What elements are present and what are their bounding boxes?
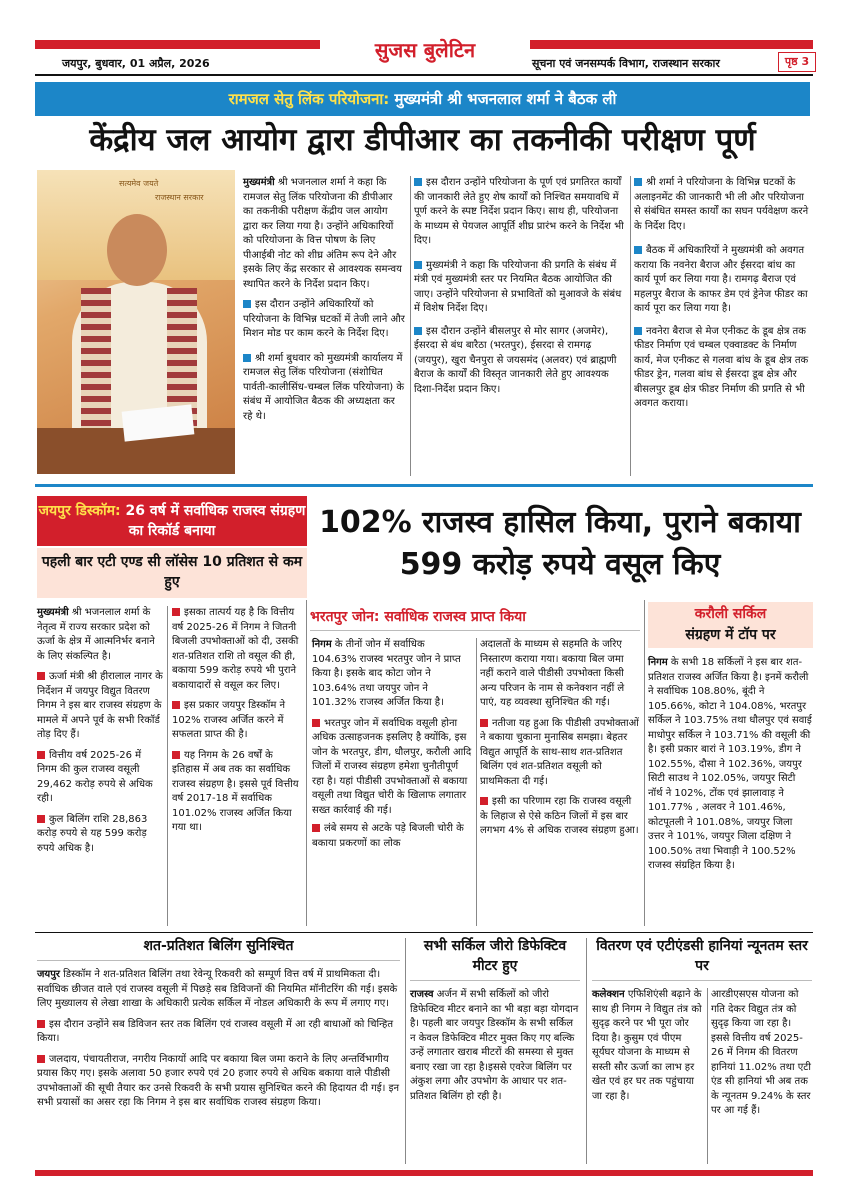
column-divider [410, 176, 411, 476]
karauli-lead [648, 656, 812, 874]
story1-bullet: नवनेरा बैराज से मेज एनीकट के डूब क्षेत्र तक फीडर निर्माण एवं चम्बल एक्वाडक्ट के निर्माण कार्य, मेज एनीकट से गलवा बांध के डूब क्षेत्र तक फीडर ड्रेन, गलवा बांध से ईसरदा डूब क्षेत्र और बीसलपुर डूब क्षेत्र फीडर निर्माण की प्रगति से भी अवगत कराया। [634, 325, 812, 412]
story2-lead-text: श्री भजनलाल शर्मा के नेतृत्व में राज्य सरकार प्रदेश को ऊर्जा के क्षेत्र में आत्मनिर्भर बनाने के लिए संकल्पित है। [37, 607, 155, 662]
story1-lead-bold: मुख्यमंत्री [243, 177, 275, 188]
story1-kicker: रामजल सेतु लिंक परियोजना: [228, 90, 390, 108]
bharatpur-lead-text: के तीनों जोन में सर्वाधिक 104.63% राजस्व भरतपुर जोन ने प्राप्त किया है। इसके बाद कोटा जोन ने 103.64% तथा जयपुर जोन ने 101.32% राजस्व अर्जित किया है। [312, 639, 461, 708]
zero-meter-lead-bold: राजस्व [410, 989, 434, 1000]
karauli-heading-line1: करौली सर्किल [694, 606, 767, 622]
photo-caption-text: राजस्थान सरकार [155, 193, 204, 202]
photo-emblem-text: सत्यमेव जयते [119, 179, 159, 188]
story1-bullet: मुख्यमंत्री ने कहा कि परियोजना की प्रगति के संबंध में मंत्री एवं मुख्यमंत्री स्तर पर नियमित बैठक आयोजित की जाए। उन्होंने परियोजना से प्रभावितों को मुआवजे के संबंध में विशेष निर्देश दिए। [414, 259, 626, 317]
bharatpur-bullet: भरतपुर जोन में सर्वाधिक वसूली होना अधिक उत्साहजनक इसलिए है क्योंकि, इस जोन के भरतपुर, डीग, धौलपुर, करौली आदि जिलों में राजस्व संग्रहण हमेशा चुनौतीपूर्ण रहा है। यहां पीडीसी उपभोक्ताओं से बकाया वसूली तथा विद्युत चोरी के खिलाफ लगातार सख्त कार्रवाई की गई। [312, 717, 472, 819]
story1-col1 [243, 176, 405, 428]
karauli-heading [648, 602, 813, 648]
bharatpur-bullet: लंबे समय से अटके पड़े बिजली चोरी के बकाया प्रकरणों का लोक [312, 822, 472, 851]
billing-bullet: इस दौरान उन्होंने सब डिविजन स्तर तक बिलिंग एवं राजस्व वसूली में आ रही बाधाओं को चिन्हित किया। [37, 1018, 400, 1047]
losses-lead [592, 988, 704, 1104]
story1-col2 [414, 176, 626, 401]
bottom-red-rule [35, 1170, 813, 1176]
story1-bullet: इस दौरान उन्होंने परियोजना के पूर्ण एवं प्रगतिरत कार्यों की जानकारी लेते हुए शेष कार्यों को निश्चित समयावधि में पूर्ण करने के स्पष्ट निर्देश प्रदान किए। साथ ही, परियोजना के माध्यम से पेयजल आपूर्ति शीघ्र प्रारंभ करने के निर्देश भी दिए। [414, 176, 626, 249]
zero-meter-body [410, 988, 580, 1104]
story1-lead-text: श्री भजनलाल शर्मा ने कहा कि रामजल सेतु लिंक परियोजना की डीपीआर का तकनीकी परीक्षण केंद्रीय जल आयोग द्वारा कर लिया गया है। उन्होंने अधिकारियों को परियोजना के वित्त पोषण के लिए पीआईबी नोट को शीघ्र अंतिम रूप देने और इसके लिए केंद्र सरकार से आवश्यक समन्वय स्थापित करने के निर्देश प्रदान किए। [243, 177, 402, 290]
bharatpur-cont: अदालतों के माध्यम से सहमति के जरिए निस्तारण कराया गया। बकाया बिल जमा नहीं कराने वाले पीडीसी उपभोक्ता किसी अन्य परिजन के नाम से कनेक्शन नहीं ले पाएं, यह व्यवस्था सुनिश्चित की गई। [480, 639, 625, 708]
billing-heading: शत-प्रतिशत बिलिंग सुनिश्चित [143, 938, 294, 954]
billing-bullet: जलदाय, पंचायतीराज, नगरीय निकायों आदि पर बकाया बिल जमा कराने के लिए अन्तर्विभागीय प्रयास किए गए। इसके अलावा 50 हजार रुपये एवं 20 हजार रुपये से अधिक बकाया वाले पीडीसी उपभोक्ताओं की सूची तैयार कर उनसे रिकवरी के सभी प्रयास सुनिश्चित करने की हिदायत दी गई। इन सभी प्रयासों का असर रहा कि निगम ने इस बार सर्वाधिक राजस्व संग्रहण किया। [37, 1053, 400, 1111]
masthead-logo: सुजस बुलेटिन [320, 30, 530, 70]
story2-lead-bold: मुख्यमंत्री [37, 607, 69, 618]
column-divider [167, 606, 168, 926]
zero-meter-lead [410, 988, 580, 1104]
story2-subbanner: पहली बार एटी एण्ड सी लॉसेस 10 प्रतिशत से कम हुए [37, 548, 307, 598]
story2-bullet: कुल बिलिंग राशि 28,863 करोड़ रुपये से यह 599 करोड़ रुपये अधिक है। [37, 813, 163, 857]
losses-lead-bold: कलेक्शन [592, 989, 625, 1000]
zero-meter-heading: सभी सर्किल जीरो डिफेक्टिव मीटर हुए [423, 938, 567, 974]
column-divider [476, 638, 477, 926]
column-divider [644, 600, 645, 926]
column-divider [586, 938, 587, 1164]
bharatpur-heading: भरतपुर जोन: सर्वाधिक राजस्व प्राप्त किया [310, 609, 526, 625]
bharatpur-lead [312, 638, 472, 711]
story2-bullet: इस प्रकार जयपुर डिस्कॉम ने 102% राजस्व अर्जित करने में सफलता प्राप्त की है। [172, 699, 302, 743]
zero-meter-lead-text: अर्जन में सभी सर्किलों को जीरो डिफेक्टिव मीटर बनाने का भी बड़ा बड़ा योगदान है। पहली बार जयपुर डिस्कॉम के सभी सर्किल न केवल डिफेक्टिव मीटर मुक्त किए गए बल्कि उन्हें लगातार खराब मीटरों की समस्या से मुक्त बनाए रखा जा रहा है।इससे एवरेज बिलिंग पर अंकुश लगा और उपभोग के आधार पर शत-प्रतिशत बिलिंग हो रही है। [410, 989, 579, 1102]
section-divider [35, 484, 813, 487]
section-divider [35, 932, 813, 933]
story2-headline: 102% राजस्व हासिल किया, पुराने बकाया 599 करोड़ रुपये वसूल किए [319, 505, 801, 582]
column-divider [405, 938, 406, 1164]
billing-lead-bold: जयपुर [37, 969, 60, 980]
column-divider [306, 600, 307, 926]
karauli-lead-text: के सभी 18 सर्किलों ने इस बार शत-प्रतिशत राजस्व अर्जित किया है। इनमें करौली ने सर्वाधिक 108.80%, बूंदी ने 105.66%, कोटा ने 104.08%, भरतपुर सर्किल ने 103.75% तथा धौलपुर एवं सवाई माधोपुर सर्किल ने 103.71% की वसूली की है। इसी प्रकार बारां ने 103.19%, डीग ने 102.55%, दौसा ने 102.36%, जयपुर सिटी साउथ ने 102.05%, जयपुर सिटी नॉर्थ ने 102%, टोंक एवं झालावाड़ ने 101.77% , अलवर ने 101.46%, कोटपूतली ने 101.08%, जयपुर जिला उत्तर ने 101%, जयपुर जिला दक्षिण ने 100.50% तथा भिवाड़ी ने 100.52% राजस्व संग्रहित किया है। [648, 657, 812, 871]
story2-bullet: ऊर्जा मंत्री श्री हीरालाल नागर के निर्देशन में जयपुर विद्युत वितरण निगम ने इस बार राजस्व संग्रहण के मामले में अपने पूर्व के सभी रिकॉर्ड तोड़ दिए हैं। [37, 670, 163, 743]
bharatpur-col2 [480, 638, 640, 843]
bharatpur-bullet: इसी का परिणाम रहा कि राजस्व वसूली के लिहाज से ऐसे कठिन जिलों में इस बार लगभग 4% से अधिक राजस्व संग्रहण हुआ। [480, 795, 640, 839]
story1-bullet: बैठक में अधिकारियों ने मुख्यमंत्री को अवगत कराया कि नवनेरा बैराज और ईसरदा बांध का कार्य पूर्ण कर लिया गया है। रामगढ़ बैराज एवं महलपुर बैराज के काफर डेम एवं ड्रेनेज फीडर का कार्य पूरा कर लिया गया है। [634, 244, 812, 317]
bharatpur-lead-bold: निगम [312, 639, 332, 650]
story2-bullet: वित्तीय वर्ष 2025-26 में निगम की कुल राजस्व वसूली 29,462 करोड़ रुपये से अधिक रही। [37, 749, 163, 807]
billing-lead [37, 968, 400, 1012]
story1-headline: केंद्रीय जल आयोग द्वारा डीपीआर का तकनीकी परीक्षण पूर्ण [89, 122, 756, 158]
losses-col2 [711, 988, 812, 1119]
losses-heading-rule [592, 980, 812, 981]
bharatpur-bullet: नतीजा यह हुआ कि पीडीसी उपभोक्ताओं ने बकाया चुकाना मुनासिब समझा। बेहतर विद्युत आपूर्ति के साथ-साथ शत-प्रतिशत बिलिंग एवं शत-प्रतिशत वसूली को प्राथमिकता दी गई। [480, 717, 640, 790]
story1-col3 [634, 176, 812, 416]
story1-banner [35, 82, 810, 116]
billing-body [37, 968, 400, 1115]
billing-lead-text: डिस्कॉम ने शत-प्रतिशत बिलिंग तथा रेवेन्यू रिकवरी को सम्पूर्ण वित्त वर्ष में प्राथमिकता दी। सर्वाधिक छीजत वाले एवं राजस्व वसूली में पिछड़े सब डिविजनों की नियमित मॉनीटरिंग की गई। इसके लिए मुख्यालय से लेखा शाखा के अधिकारी प्रत्येक सर्किल में नोडल अधिकारी के रूप में लगाए गए। [37, 969, 398, 1009]
story2-bullet: यह निगम के 26 वर्षों के इतिहास में अब तक का सर्वाधिक राजस्व संग्रहण है। इससे पूर्व वित्तीय वर्ष 2017-18 में सर्वाधिक 101.02% राजस्व अर्जित किया गया था। [172, 749, 302, 836]
losses-heading: वितरण एवं एटीएंडसी हानियां न्यूनतम स्तर पर [596, 938, 808, 974]
billing-heading-rule [37, 960, 400, 961]
story1-lead [243, 176, 405, 292]
story2-banner [37, 496, 307, 546]
bharatpur-col1 [312, 638, 472, 855]
story1-bullet: इस दौरान उन्होंने अधिकारियों को परियोजना के विभिन्न घटकों में तेजी लाने और मिशन मोड पर काम करने के निर्देश दिए। [243, 298, 405, 342]
column-divider [630, 176, 631, 476]
karauli-heading-line2: संग्रहण में टॉप पर [685, 627, 776, 643]
bharatpur-heading-rule [310, 630, 640, 631]
story2-lead [37, 606, 163, 664]
story2-banner-text: 26 वर्ष में सर्वाधिक राजस्व संग्रहण का रिकॉर्ड बनाया [120, 503, 306, 539]
losses-col2-text: आरडीएसएस योजना को गति देकर विद्युत तंत्र को सुदृढ़ किया जा रहा है। इससे वित्तीय वर्ष 2025-26 में निगम की वितरण हानियां 11.02% तथा एटी एंड सी हानियां भी अब तक के न्यूनतम 9.24% के स्तर पर आ गई हैं। [711, 989, 811, 1116]
karauli-lead-bold: निगम [648, 657, 668, 668]
losses-lead-text: एफिशिएंसी बढ़ाने के साथ ही निगम ने विद्युत तंत्र को सुदृढ़ करने पर भी पूरा जोर दिया है। कुसुम एवं पीएम सूर्यघर योजना के माध्यम से सस्ती सौर ऊर्जा का लाभ हर खेत एवं हर घर तक पहुंचाया जा रहा है। [592, 989, 702, 1102]
story1-bullet: श्री शर्मा ने परियोजना के विभिन्न घटकों के अलाइनमेंट की जानकारी भी ली और परियोजना से संबंधित समस्त कार्यों का सघन पर्यवेक्षण करने के निर्देश दिए। [634, 176, 812, 234]
column-divider [707, 988, 708, 1164]
karauli-col [648, 656, 812, 874]
department-name: सूचना एवं जनसम्पर्क विभाग, राजस्थान सरकार [532, 57, 720, 70]
story1-banner-text: मुख्यमंत्री श्री भजनलाल शर्मा ने बैठक ली [389, 90, 617, 108]
story2-bullet: इसका तात्पर्य यह है कि वित्तीय वर्ष 2025-26 में निगम ने जितनी बिजली उपभोक्ताओं को दी, उसकी शत-प्रतिशत राशि तो वसूल की ही, बकाया 599 करोड़ रुपये भी पुराने बकायादारों से वसूल कर लिए। [172, 606, 302, 693]
story2-kicker: जयपुर डिस्कॉम: [38, 503, 121, 519]
story1-bullet: इस दौरान उन्होंने बीसलपुर से मोर सागर (अजमेर), ईसरदा से बंध बारैठा (भरतपुर), ईसरदा से रामगढ़ (जयपुर), खुरा चैनपुरा से जयसमंद (अलवर) एवं ब्राह्मणी बैराज के कार्यों की विस्तृत जानकारी लेते हुए आवश्यक दिशा-निर्देश प्रदान किए। [414, 325, 626, 398]
story1-bullet: श्री शर्मा बुधवार को मुख्यमंत्री कार्यालय में रामजल सेतु लिंक परियोजना (संशोधित पार्वती-कालीसिंध-चम्बल लिंक परियोजना) के संबंध में आयोजित बैठक की अध्यक्षता कर रहे थे। [243, 352, 405, 425]
story2-col2 [172, 606, 302, 840]
losses-col1 [592, 988, 704, 1104]
zero-meter-heading-rule [410, 980, 580, 981]
header-underline [35, 74, 813, 76]
story2-col1 [37, 606, 163, 860]
page-number: पृष्ठ 3 [778, 52, 816, 72]
chief-minister-photo [37, 170, 235, 474]
issue-date: जयपुर, बुधवार, 01 अप्रैल, 2026 [62, 57, 210, 70]
